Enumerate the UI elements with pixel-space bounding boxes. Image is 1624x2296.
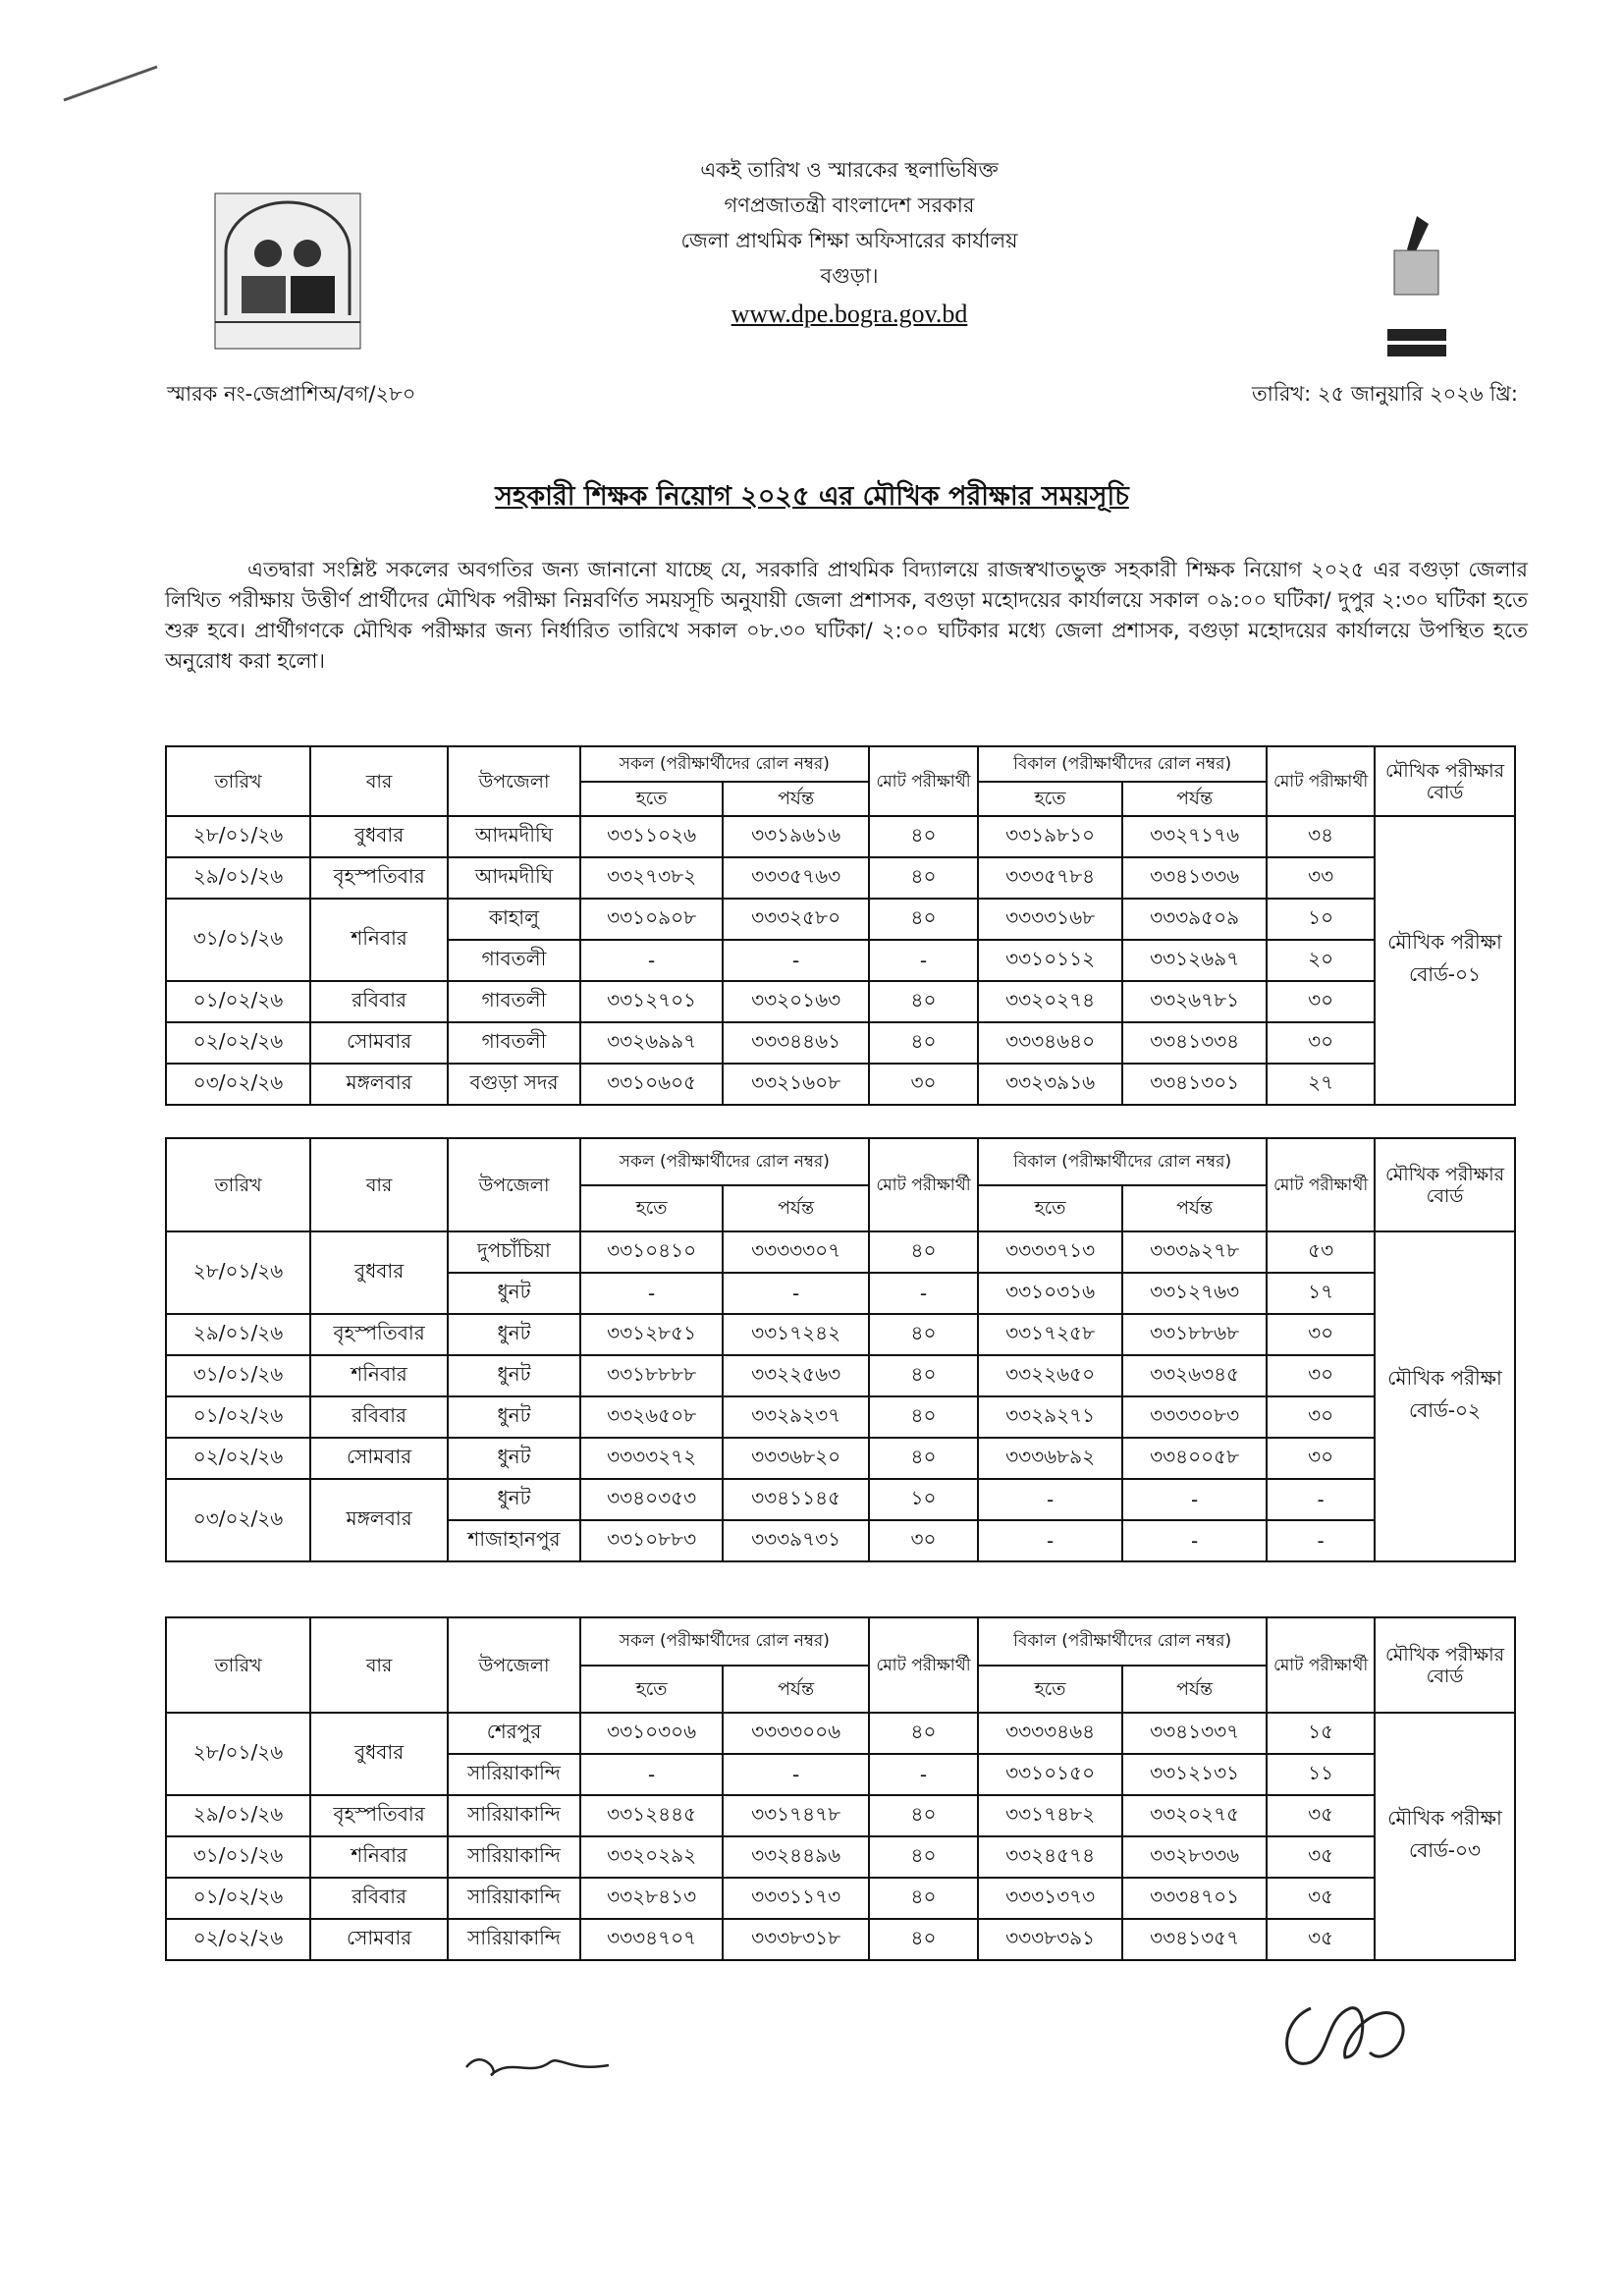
header-total: মোট পরীক্ষার্থী: [869, 1617, 978, 1713]
cell-upazila: ধুনট: [448, 1479, 580, 1520]
cell-upazila: আদমদীঘি: [448, 857, 580, 899]
cell-evening-from: ৩৩১০১৫০: [978, 1754, 1122, 1795]
cell-evening-from: ৩৩২৯২৭১: [978, 1396, 1122, 1438]
cell-upazila: সারিয়াকান্দি: [448, 1919, 580, 1960]
cell-date: ০১/০২/২৬: [166, 1396, 310, 1438]
dpe-logo: [214, 192, 361, 350]
cell-evening-total: ৩০: [1267, 1314, 1375, 1355]
cell-morning-total: -: [869, 1273, 978, 1314]
cell-morning-to: ৩৩১৯৬১৬: [723, 816, 868, 857]
cell-evening-total: ৩০: [1267, 1355, 1375, 1396]
cell-upazila: ধুনট: [448, 1438, 580, 1479]
cell-morning-from: ৩৩১০৯০৮: [580, 899, 724, 940]
cell-date: ২৮/০১/২৬: [166, 816, 310, 857]
cell-day: সোমবার: [310, 1438, 448, 1479]
cell-evening-total: ৩৫: [1267, 1795, 1375, 1836]
cell-evening-total: ১৫: [1267, 1713, 1375, 1754]
table-row: [166, 1355, 1515, 1396]
cell-upazila: গাবতলী: [448, 1022, 580, 1064]
cell-evening-total: -: [1267, 1479, 1375, 1520]
cell-morning-to: ৩৩১৭৪৭৮: [723, 1795, 868, 1836]
cell-date: ০২/০২/২৬: [166, 1438, 310, 1479]
header-from: হতে: [978, 1185, 1122, 1232]
signature-officer: [1272, 1979, 1429, 2077]
cell-day: মঙ্গলবার: [310, 1479, 448, 1561]
cell-evening-total: ৫৩: [1267, 1231, 1375, 1273]
cell-evening-from: -: [978, 1520, 1122, 1561]
cell-morning-from: ৩৩১০৮৮৩: [580, 1520, 724, 1561]
cell-date: ০৩/০২/২৬: [166, 1064, 310, 1105]
cell-morning-total: ৪০: [869, 1355, 978, 1396]
header-total: মোট পরীক্ষার্থী: [1267, 1617, 1375, 1713]
cell-morning-from: ৩৩২০২৯২: [580, 1836, 724, 1878]
schedule-table-board-3: [165, 1616, 1516, 1961]
cell-day: রবিবার: [310, 1878, 448, 1919]
cell-evening-total: ৩৫: [1267, 1836, 1375, 1878]
header-to: পর্যন্ত: [723, 1666, 868, 1714]
table-row: [166, 1231, 1515, 1273]
cell-morning-total: ৪০: [869, 1396, 978, 1438]
cell-morning-from: ৩৩৪০৩৫৩: [580, 1479, 724, 1520]
header-date: তারিখ: [166, 746, 310, 816]
cell-evening-to: ৩৩৩৯২৭৮: [1122, 1231, 1267, 1273]
table-row: [166, 981, 1515, 1022]
header-from: হতে: [580, 1185, 724, 1232]
letterhead: [491, 152, 1208, 335]
cell-upazila: দুপচাঁচিয়া: [448, 1231, 580, 1273]
cell-day: বুধবার: [310, 816, 448, 857]
cell-morning-to: ৩৩১৭২৪২: [723, 1314, 868, 1355]
cell-date: ৩১/০১/২৬: [166, 899, 310, 981]
cell-evening-from: ৩৩১৭২৫৮: [978, 1314, 1122, 1355]
cell-evening-to: ৩৩২৬৩৪৫: [1122, 1355, 1267, 1396]
cell-date: ৩১/০১/২৬: [166, 1836, 310, 1878]
cell-evening-to: ৩৩৪০০৫৮: [1122, 1438, 1267, 1479]
cell-evening-from: ৩৩২৪৫৭৪: [978, 1836, 1122, 1878]
table-row: [166, 1795, 1515, 1836]
header-from: হতে: [978, 782, 1122, 817]
cell-morning-total: ৪০: [869, 1878, 978, 1919]
header-to: পর্যন্ত: [723, 1185, 868, 1232]
cell-evening-to: ৩৩২৭১৭৬: [1122, 816, 1267, 857]
cell-evening-to: ৩৩৪১৩৫৭: [1122, 1919, 1267, 1960]
cell-morning-to: ৩৩৩৪৪৬১: [723, 1022, 868, 1064]
table-row: [166, 1064, 1515, 1105]
cell-morning-total: ৩০: [869, 1064, 978, 1105]
cell-morning-total: ৪০: [869, 899, 978, 940]
cell-upazila: কাহালু: [448, 899, 580, 940]
cell-evening-from: ৩৩১৯৮১০: [978, 816, 1122, 857]
cell-morning-to: ৩৩৩৩৩০৭: [723, 1231, 868, 1273]
cell-evening-from: ৩৩৩৫৭৮৪: [978, 857, 1122, 899]
cell-morning-total: ৩০: [869, 1520, 978, 1561]
table-row: [166, 1438, 1515, 1479]
cell-upazila: গাবতলী: [448, 981, 580, 1022]
cell-evening-to: ৩৩৪১৩০১: [1122, 1064, 1267, 1105]
cell-morning-total: ৪০: [869, 1022, 978, 1064]
cell-morning-from: -: [580, 940, 724, 981]
header-upazila: উপজেলা: [448, 1138, 580, 1231]
cell-evening-from: ৩৩১৭৪৮২: [978, 1795, 1122, 1836]
cell-morning-from: ৩৩১২৪৪৫: [580, 1795, 724, 1836]
election-logo: [1370, 211, 1463, 363]
header-to: পর্যন্ত: [1122, 1185, 1267, 1232]
table-row: [166, 1836, 1515, 1878]
cell-morning-to: ৩৩২০১৬৩: [723, 981, 868, 1022]
cell-evening-total: ২৭: [1267, 1064, 1375, 1105]
header-total: মোট পরীক্ষার্থী: [869, 1138, 978, 1231]
table-row: [166, 857, 1515, 899]
cell-evening-from: ৩৩৩৮৩৯১: [978, 1919, 1122, 1960]
cell-morning-to: ৩৩২৪৪৯৬: [723, 1836, 868, 1878]
cell-day: শনিবার: [310, 1355, 448, 1396]
cell-evening-to: ৩৩৪১৩৩৭: [1122, 1713, 1267, 1754]
cell-upazila: ধুনট: [448, 1355, 580, 1396]
cell-morning-to: ৩৩৩৯৭৩১: [723, 1520, 868, 1561]
cell-upazila: ধুনট: [448, 1314, 580, 1355]
cell-evening-from: ৩৩১০১১২: [978, 940, 1122, 981]
cell-morning-to: -: [723, 1273, 868, 1314]
header-to: পর্যন্ত: [723, 782, 868, 817]
header-day: বার: [310, 1138, 448, 1231]
cell-evening-from: ৩৩২৩৯১৬: [978, 1064, 1122, 1105]
memo-number: স্মারক নং-জেপ্রাশিঅ/বগ/২৮০: [167, 382, 416, 406]
table-row: [166, 1022, 1515, 1064]
cell-day: সোমবার: [310, 1919, 448, 1960]
header-from: হতে: [978, 1666, 1122, 1714]
cell-morning-to: ৩৩৩১১৭৩: [723, 1878, 868, 1919]
cell-date: ২৯/০১/২৬: [166, 857, 310, 899]
header-total: মোট পরীক্ষার্থী: [1267, 746, 1375, 816]
cell-morning-from: ৩৩১২৮৫১: [580, 1314, 724, 1355]
cell-evening-total: -: [1267, 1520, 1375, 1561]
cell-morning-from: -: [580, 1754, 724, 1795]
office-location: বগুড়া।: [820, 264, 879, 288]
header-evening: বিকাল (পরীক্ষার্থীদের রোল নম্বর): [978, 1617, 1267, 1666]
cell-evening-total: ৩০: [1267, 1396, 1375, 1438]
pen-mark: [59, 59, 167, 108]
cell-evening-to: ৩৩১২৬৯৭: [1122, 940, 1267, 981]
header-from: হতে: [580, 782, 724, 817]
cell-upazila: বগুড়া সদর: [448, 1064, 580, 1105]
cell-morning-to: ৩৩৩৮৩১৮: [723, 1919, 868, 1960]
header-to: পর্যন্ত: [1122, 782, 1267, 817]
cell-morning-from: ৩৩১৮৮৮৮: [580, 1355, 724, 1396]
cell-morning-from: ৩৩১০৪১০: [580, 1231, 724, 1273]
cell-date: ২৮/০১/২৬: [166, 1231, 310, 1314]
cell-morning-total: ১০: [869, 1479, 978, 1520]
header-board: মৌখিক পরীক্ষার বোর্ড: [1375, 1617, 1515, 1713]
cell-morning-to: ৩৩২১৬০৮: [723, 1064, 868, 1105]
cell-morning-total: ৪০: [869, 1919, 978, 1960]
cell-day: রবিবার: [310, 981, 448, 1022]
cell-board: মৌখিক পরীক্ষা বোর্ড-০২: [1375, 1231, 1515, 1561]
cell-evening-to: ৩৩২৮৩৩৬: [1122, 1836, 1267, 1878]
header-total: মোট পরীক্ষার্থী: [869, 746, 978, 816]
cell-day: বৃহস্পতিবার: [310, 1795, 448, 1836]
table-row: [166, 1713, 1515, 1754]
cell-date: ২৮/০১/২৬: [166, 1713, 310, 1795]
cell-morning-to: ৩৩৩৫৭৬৩: [723, 857, 868, 899]
cell-morning-from: ৩৩৩৩২৭২: [580, 1438, 724, 1479]
cell-date: ০২/০২/২৬: [166, 1022, 310, 1064]
cell-morning-total: ৪০: [869, 1795, 978, 1836]
cell-evening-from: ৩৩১০৩১৬: [978, 1273, 1122, 1314]
header-upazila: উপজেলা: [448, 1617, 580, 1713]
government-name: গণপ্রজাতন্ত্রী বাংলাদেশ সরকার: [724, 193, 975, 217]
cell-upazila: সারিয়াকান্দি: [448, 1836, 580, 1878]
cell-upazila: ধুনট: [448, 1396, 580, 1438]
letter-date: তারিখ: ২৫ জানুয়ারি ২০২৬ খ্রি:: [1251, 382, 1518, 406]
cell-evening-total: ১০: [1267, 899, 1375, 940]
cell-evening-to: ৩৩১২১৩১: [1122, 1754, 1267, 1795]
cell-morning-total: ৪০: [869, 981, 978, 1022]
cell-morning-from: ৩৩২৬৯৯৭: [580, 1022, 724, 1064]
cell-day: বৃহস্পতিবার: [310, 1314, 448, 1355]
header-upazila: উপজেলা: [448, 746, 580, 816]
cell-evening-total: ৩০: [1267, 1438, 1375, 1479]
cell-evening-total: ৩৩: [1267, 857, 1375, 899]
cell-morning-total: ৪০: [869, 1438, 978, 1479]
cell-upazila: ধুনট: [448, 1273, 580, 1314]
cell-morning-total: ৪০: [869, 857, 978, 899]
cell-day: বুধবার: [310, 1713, 448, 1795]
header-date: তারিখ: [166, 1617, 310, 1713]
cell-evening-from: ৩৩৩১৩৭৩: [978, 1878, 1122, 1919]
cell-date: ২৯/০১/২৬: [166, 1795, 310, 1836]
cell-evening-total: ৩০: [1267, 1022, 1375, 1064]
cell-morning-from: ৩৩৩৪৭০৭: [580, 1919, 724, 1960]
table-row: [166, 1314, 1515, 1355]
cell-evening-to: -: [1122, 1479, 1267, 1520]
cell-date: ৩১/০১/২৬: [166, 1355, 310, 1396]
cell-evening-total: ৩০: [1267, 981, 1375, 1022]
cell-morning-to: ৩৩৩৩০০৬: [723, 1713, 868, 1754]
header-morning: সকল (পরীক্ষার্থীদের রোল নম্বর): [580, 1617, 869, 1666]
cell-date: ২৯/০১/২৬: [166, 1314, 310, 1355]
cell-evening-from: ৩৩৩৩৪৬৪: [978, 1713, 1122, 1754]
signature-initial: [461, 2028, 619, 2087]
cell-evening-to: ৩৩১২৭৬৩: [1122, 1273, 1267, 1314]
cell-evening-from: ৩৩২২৬৫০: [978, 1355, 1122, 1396]
cell-evening-to: ৩৩৩৯৫০৯: [1122, 899, 1267, 940]
cell-morning-from: ৩৩২৭৩৮২: [580, 857, 724, 899]
table-row: [166, 1919, 1515, 1960]
cell-morning-from: ৩৩১২৭০১: [580, 981, 724, 1022]
header-board: মৌখিক পরীক্ষার বোর্ড: [1375, 746, 1515, 816]
table-row: [166, 1878, 1515, 1919]
cell-upazila: গাবতলী: [448, 940, 580, 981]
cell-morning-total: ৪০: [869, 1836, 978, 1878]
cell-upazila: শাজাহানপুর: [448, 1520, 580, 1561]
cell-day: মঙ্গলবার: [310, 1064, 448, 1105]
cell-evening-to: -: [1122, 1520, 1267, 1561]
cell-morning-from: ৩৩১০৬০৫: [580, 1064, 724, 1105]
cell-date: ০২/০২/২৬: [166, 1919, 310, 1960]
header-day: বার: [310, 746, 448, 816]
header-morning: সকল (পরীক্ষার্থীদের রোল নম্বর): [580, 1138, 869, 1185]
cell-upazila: সারিয়াকান্দি: [448, 1878, 580, 1919]
cell-evening-total: ১১: [1267, 1754, 1375, 1795]
table-row: [166, 899, 1515, 940]
cell-upazila: সারিয়াকান্দি: [448, 1795, 580, 1836]
header-total: মোট পরীক্ষার্থী: [1267, 1138, 1375, 1231]
cell-upazila: আদমদীঘি: [448, 816, 580, 857]
cell-morning-total: ৪০: [869, 1231, 978, 1273]
cell-day: শনিবার: [310, 1836, 448, 1878]
cell-board: মৌখিক পরীক্ষা বোর্ড-০১: [1375, 816, 1515, 1105]
cell-morning-total: ৪০: [869, 816, 978, 857]
cell-morning-from: ৩৩১০৩০৬: [580, 1713, 724, 1754]
cell-morning-total: -: [869, 1754, 978, 1795]
header-board: মৌখিক পরীক্ষার বোর্ড: [1375, 1138, 1515, 1231]
header-evening: বিকাল (পরীক্ষার্থীদের রোল নম্বর): [978, 1138, 1267, 1185]
cell-evening-total: ৩৫: [1267, 1919, 1375, 1960]
cell-evening-to: ৩৩৪১৩৩৪: [1122, 1022, 1267, 1064]
cell-evening-to: ৩৩৩৩০৮৩: [1122, 1396, 1267, 1438]
cell-evening-to: ৩৩২৬৭৮১: [1122, 981, 1267, 1022]
cell-date: ০৩/০২/২৬: [166, 1479, 310, 1561]
cell-evening-from: ৩৩২০২৭৪: [978, 981, 1122, 1022]
document-title-text: সহকারী শিক্ষক নিয়োগ ২০২৫ এর মৌখিক পরীক্ষার সময়সূচি: [495, 481, 1129, 512]
cell-morning-total: ৪০: [869, 1314, 978, 1355]
cell-evening-from: ৩৩৩৬৮৯২: [978, 1438, 1122, 1479]
header-morning: সকল (পরীক্ষার্থীদের রোল নম্বর): [580, 746, 869, 782]
cell-evening-to: ৩৩৩৪৭০১: [1122, 1878, 1267, 1919]
cell-day: শনিবার: [310, 899, 448, 981]
cell-day: বৃহস্পতিবার: [310, 857, 448, 899]
document-title: [0, 476, 1624, 520]
cell-evening-to: ৩৩২০২৭৫: [1122, 1795, 1267, 1836]
cell-evening-to: ৩৩১৮৮৬৮: [1122, 1314, 1267, 1355]
letterhead-line: একই তারিখ ও স্মারকের স্থলাভিষিক্ত: [700, 158, 999, 182]
cell-morning-to: ৩৩৩৬৮২০: [723, 1438, 868, 1479]
cell-day: সোমবার: [310, 1022, 448, 1064]
cell-evening-from: ৩৩৩৩৭১৩: [978, 1231, 1122, 1273]
table-row: [166, 1479, 1515, 1520]
cell-morning-from: -: [580, 1273, 724, 1314]
cell-morning-to: -: [723, 1754, 868, 1795]
cell-evening-total: ৩৫: [1267, 1878, 1375, 1919]
cell-morning-total: -: [869, 940, 978, 981]
notice-paragraph: এতদ্বারা সংশ্লিষ্ট সকলের অবগতির জন্য জানানো যাচ্ছে যে, সরকারি প্রাথমিক বিদ্যালয়ে রাজস্বখাতভুক্ত সহকারী শিক্ষক নিয়োগ ২০২৫ এর বগুড়া জেলার লিখিত পরীক্ষায় উত্তীর্ণ প্রার্থীদের মৌখিক পরীক্ষা নিম্নবর্ণিত সময়সূচি অনুযায়ী জেলা প্রশাসক, বগুড়া মহোদয়ের কার্যালয়ে সকাল ০৯:০০ ঘটিকা/ দুপুর ২:৩০ ঘটিকা হতে শুরু হবে। প্রার্থীগণকে মৌখিক পরীক্ষার জন্য নির্ধারিত তারিখে সকাল ০৮.৩০ ঘটিকা/ ২:০০ ঘটিকার মধ্যে জেলা প্রশাসক, বগুড়া মহোদয়ের কার্যালয়ে উপস্থিত হতে অনুরোধ করা হলো।: [165, 558, 1528, 673]
cell-date: ০১/০২/২৬: [166, 981, 310, 1022]
cell-evening-total: ১৭: [1267, 1273, 1375, 1314]
schedule-table-board-2: [165, 1137, 1516, 1562]
header-date: তারিখ: [166, 1138, 310, 1231]
website-link[interactable]: www.dpe.bogra.gov.bd: [731, 300, 968, 328]
cell-date: ০১/০২/২৬: [166, 1878, 310, 1919]
cell-morning-to: ৩৩২৯২৩৭: [723, 1396, 868, 1438]
cell-evening-from: ৩৩৩৪৬৪০: [978, 1022, 1122, 1064]
table-row: [166, 1396, 1515, 1438]
cell-day: রবিবার: [310, 1396, 448, 1438]
cell-upazila: শেরপুর: [448, 1713, 580, 1754]
cell-morning-to: ৩৩৩২৫৮০: [723, 899, 868, 940]
cell-board: মৌখিক পরীক্ষা বোর্ড-০৩: [1375, 1713, 1515, 1960]
cell-morning-from: ৩৩২৮৪১৩: [580, 1878, 724, 1919]
cell-upazila: সারিয়াকান্দি: [448, 1754, 580, 1795]
header-day: বার: [310, 1617, 448, 1713]
office-name: জেলা প্রাথমিক শিক্ষা অফিসারের কার্যালয়: [680, 229, 1018, 252]
cell-evening-total: ২০: [1267, 940, 1375, 981]
cell-morning-total: ৪০: [869, 1713, 978, 1754]
header-evening: বিকাল (পরীক্ষার্থীদের রোল নম্বর): [978, 746, 1267, 782]
cell-evening-to: ৩৩৪১৩৩৬: [1122, 857, 1267, 899]
cell-evening-from: ৩৩৩৩১৬৮: [978, 899, 1122, 940]
cell-day: বুধবার: [310, 1231, 448, 1314]
header-to: পর্যন্ত: [1122, 1666, 1267, 1714]
header-from: হতে: [580, 1666, 724, 1714]
cell-morning-from: ৩৩১১০২৬: [580, 816, 724, 857]
schedule-table-board-1: [165, 745, 1516, 1106]
table-row: [166, 816, 1515, 857]
cell-evening-from: -: [978, 1479, 1122, 1520]
cell-morning-to: ৩৩৪১১৪৫: [723, 1479, 868, 1520]
cell-morning-to: ৩৩২২৫৬৩: [723, 1355, 868, 1396]
cell-morning-to: -: [723, 940, 868, 981]
cell-evening-total: ৩৪: [1267, 816, 1375, 857]
cell-morning-from: ৩৩২৬৫০৮: [580, 1396, 724, 1438]
